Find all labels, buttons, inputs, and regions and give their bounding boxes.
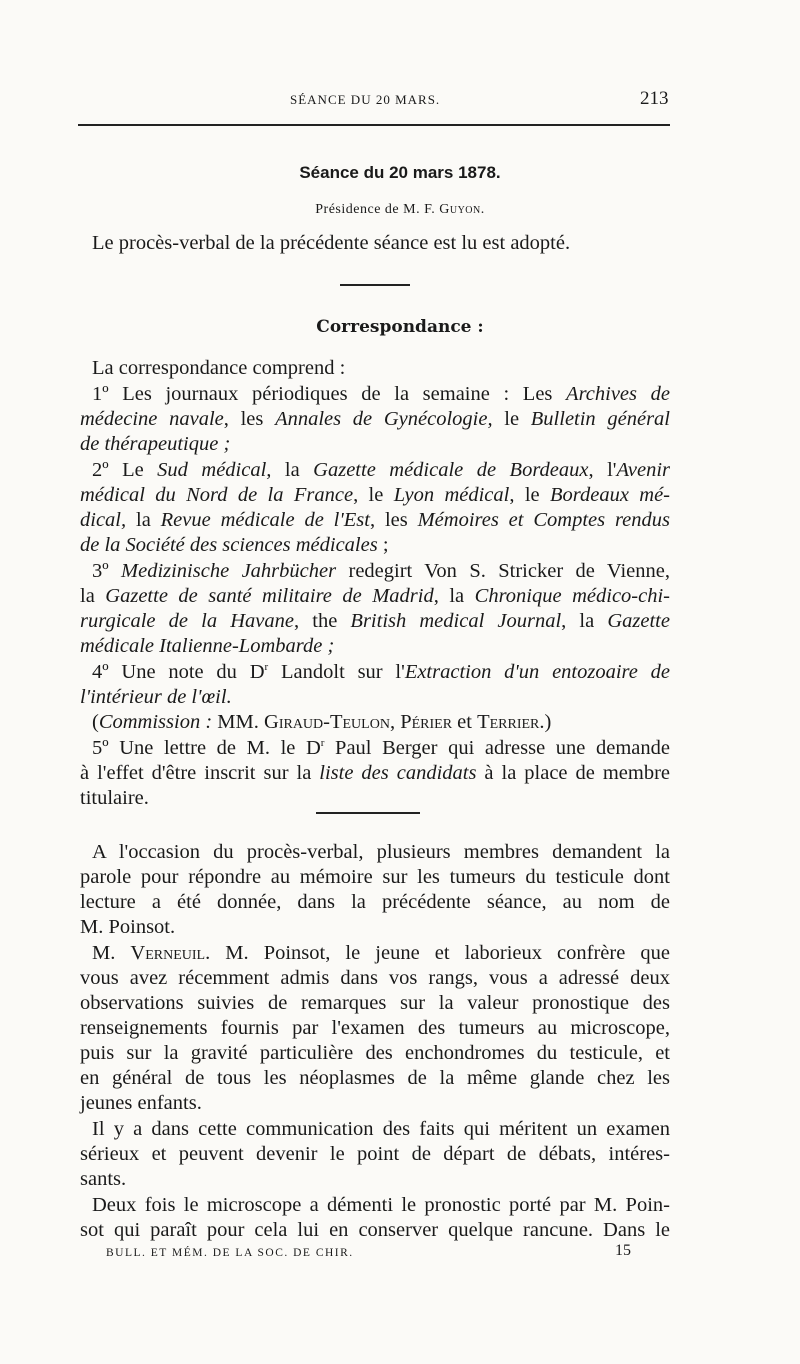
- body-line: Deux fois le microscope a démenti le pronostic porté par M. Poin-: [92, 1194, 670, 1216]
- adoption-statement: Le procès-verbal de la précédente séance est lu est adopté.: [92, 232, 571, 254]
- body-line: renseignements fournis par l'examen des tumeurs au microscope,: [80, 1017, 670, 1039]
- correspondance-heading: Correspondance :: [316, 317, 484, 337]
- body-line: 1º Les journaux périodiques de la semaine : Les Archives de: [92, 383, 670, 405]
- body-line: de la Société des sciences médicales ;: [80, 534, 389, 556]
- body-line: médical du Nord de la France, le Lyon médical, le Bordeaux mé-: [80, 484, 671, 506]
- session-title: Séance du 20 mars 1878.: [299, 163, 501, 182]
- body-line: sérieux et peuvent devenir le point de départ de débats, intéres-: [80, 1143, 670, 1165]
- body-line: (Commission : MM. Giraud-Teulon, Périer et Terrier.): [92, 711, 552, 733]
- body-line: puis sur la gravité particulière des enchondromes du testicule, et: [80, 1042, 670, 1064]
- body-line: lecture a été donnée, dans la précédente séance, au nom de: [80, 891, 670, 913]
- header-rule: [78, 124, 670, 126]
- body-line: rurgicale de la Havane, the British medical Journal, la Gazette: [80, 610, 670, 632]
- body-line: dical, la Revue médicale de l'Est, les Mémoires et Comptes rendus: [80, 509, 671, 531]
- section-divider: [316, 812, 420, 814]
- body-line: l'intérieur de l'œil.: [80, 686, 232, 708]
- body-line: médicale Italienne-Lombarde ;: [80, 635, 335, 657]
- body-line: Il y a dans cette communication des faits qui méritent un examen: [92, 1118, 670, 1140]
- body-line: titulaire.: [80, 787, 149, 809]
- body-line: sants.: [80, 1168, 127, 1190]
- body-line: à l'effet d'être inscrit sur la liste des candidats à la place de membre: [80, 762, 670, 784]
- body-line: 3º Medizinische Jahrbücher redegirt Von S. Stricker de Vienne,: [92, 560, 671, 582]
- body-line: A l'occasion du procès-verbal, plusieurs membres demandent la: [92, 841, 670, 863]
- running-head: SÉANCE DU 20 MARS.: [290, 92, 441, 107]
- presidence-prefix: Présidence de M. F.: [315, 202, 440, 217]
- presidence-line: [0, 202, 800, 218]
- signature-number: 15: [615, 1242, 631, 1259]
- body-line: sot qui paraît pour cela lui en conserver quelque rancune. Dans le: [80, 1219, 670, 1241]
- body-line: en général de tous les néoplasmes de la même glande chez les: [80, 1067, 670, 1089]
- body-line: M. Verneuil. M. Poinsot, le jeune et laborieux confrère que: [92, 942, 670, 964]
- body-line: de thérapeutique ;: [80, 433, 231, 455]
- body-line: 2º Le Sud médical, la Gazette médicale de Bordeaux, l'Avenir: [92, 459, 671, 481]
- body-line: jeunes enfants.: [80, 1092, 202, 1114]
- body-line: M. Poinsot.: [80, 916, 176, 938]
- body-line: parole pour répondre au mémoire sur les tumeurs du testicule dont: [80, 866, 670, 888]
- correspondance-intro: La correspondance comprend :: [92, 357, 346, 379]
- body-line: la Gazette de santé militaire de Madrid, la Chronique médico-chi-: [80, 585, 670, 607]
- journal-footer: BULL. ET MÉM. DE LA SOC. DE CHIR.: [106, 1247, 354, 1259]
- president-name: Guyon.: [439, 202, 485, 217]
- body-line: vous avez récemment admis dans vos rangs, vous a adressé deux: [80, 967, 670, 989]
- page-number: 213: [640, 88, 669, 109]
- body-line: 4º Une note du $D^r$ Landolt sur l'Extraction d'un entozoaire de: [92, 661, 670, 683]
- body-line: médecine navale, les Annales de Gynécologie, le Bulletin général: [80, 408, 671, 430]
- body-line: 5º Une lettre de M. le $D^r$ Paul Berger qui adresse une demande: [92, 737, 670, 759]
- section-divider: [340, 284, 410, 286]
- body-line: observations suivies de remarques sur la valeur pronostique des: [80, 992, 670, 1014]
